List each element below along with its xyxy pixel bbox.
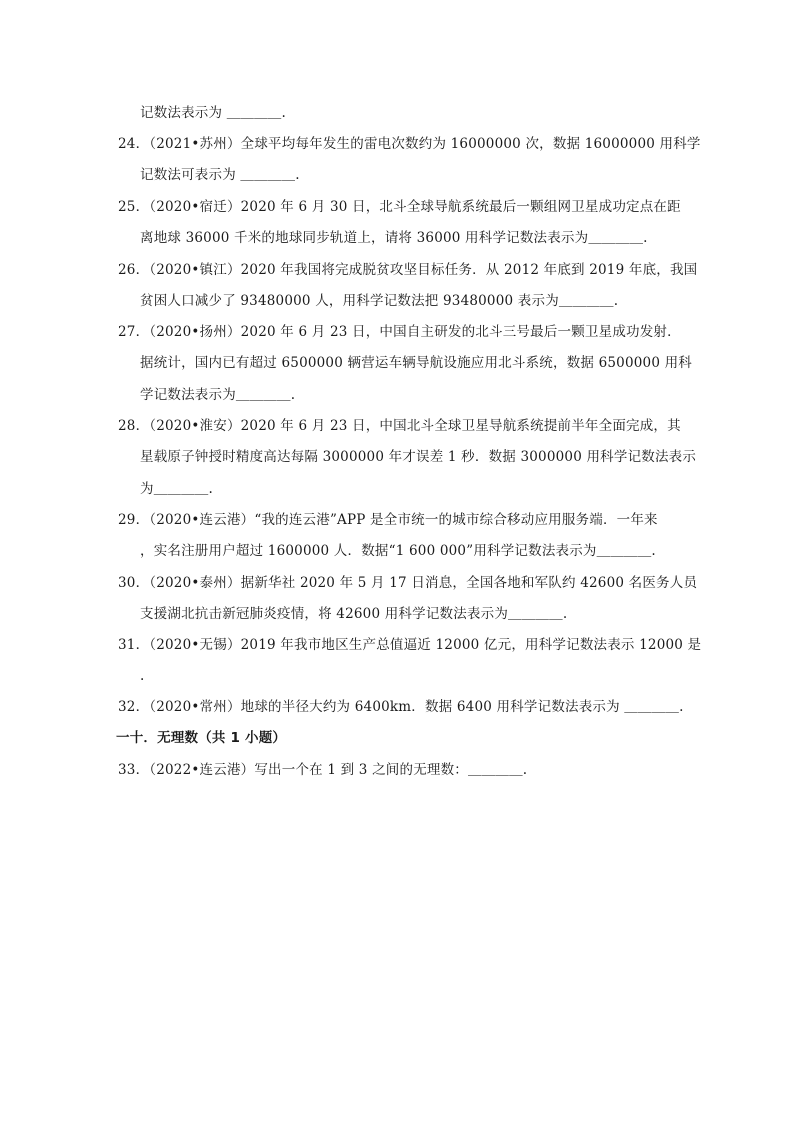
q29-line-1: 29．（2020•连云港）“我的连云港”APP 是全市统一的城市综合移动应用服务端．一年来	[118, 512, 658, 528]
q30-line-1: 30．（2020•泰州）据新华社 2020 年 5 月 17 日消息，全国各地和军队约 42600 名医务人员	[118, 575, 698, 591]
q28-line-2: 星载原子钟授时精度高达每隔 3000000 年才误差 1 秒．数据 3000000 用科学记数法表示	[140, 449, 697, 465]
q24-line-2: 记数法可表示为 ＿＿＿＿.	[140, 167, 300, 183]
q27-line-3: 学记数法表示为＿＿＿＿.	[140, 387, 296, 403]
q29-line-2: ，实名注册用户超过 1600000 人．数据“1 600 000”用科学记数法表示为＿＿＿＿.	[140, 543, 656, 559]
q26-line-1: 26．（2020•镇江）2020 年我国将完成脱贫攻坚目标任务．从 2012 年底到 2019 年底，我国	[118, 262, 698, 278]
q31-line-1: 31．（2020•无锡）2019 年我市地区生产总值逼近 12000 亿元，用科学记数法表示 12000 是	[118, 637, 702, 653]
q30-line-2: 支援湖北抗击新冠肺炎疫情，将 42600 用科学记数法表示为＿＿＿＿.	[140, 606, 568, 622]
q28-line-3: 为＿＿＿＿.	[140, 481, 213, 497]
q32-line-1: 32．（2020•常州）地球的半径大约为 6400km．数据 6400 用科学记数法表示为 ＿＿＿＿.	[118, 699, 684, 715]
q23-line-2: 记数法表示为 ＿＿＿＿.	[140, 105, 286, 121]
q33-line-1: 33．（2022•连云港）写出一个在 1 到 3 之间的无理数：＿＿＿＿.	[118, 762, 528, 778]
q27-line-1: 27．（2020•扬州）2020 年 6 月 23 日，中国自主研发的北斗三号最后一颗卫星成功发射．	[118, 324, 681, 340]
q24-line-1: 24．（2021•苏州）全球平均每年发生的雷电次数约为 16000000 次，数据 16000000 用科学	[118, 136, 701, 152]
q27-line-2: 据统计，国内已有超过 6500000 辆营运车辆导航设施应用北斗系统，数据 6500000 用科	[140, 355, 693, 371]
section-heading: 一十．无理数（共 1 小题）	[116, 730, 287, 746]
q26-line-2: 贫困人口减少了 93480000 人，用科学记数法把 93480000 表示为＿＿＿＿.	[140, 293, 619, 309]
q25-line-1: 25．（2020•宿迁）2020 年 6 月 30 日，北斗全球导航系统最后一颗组网卫星成功定点在距	[118, 199, 681, 215]
q25-line-2: 离地球 36000 千米的地球同步轨道上，请将 36000 用科学记数法表示为＿＿＿＿.	[140, 230, 648, 246]
q28-line-1: 28．（2020•淮安）2020 年 6 月 23 日，中国北斗全球卫星导航系统提前半年全面完成，其	[118, 418, 681, 434]
q31-line-2: .	[140, 668, 145, 684]
